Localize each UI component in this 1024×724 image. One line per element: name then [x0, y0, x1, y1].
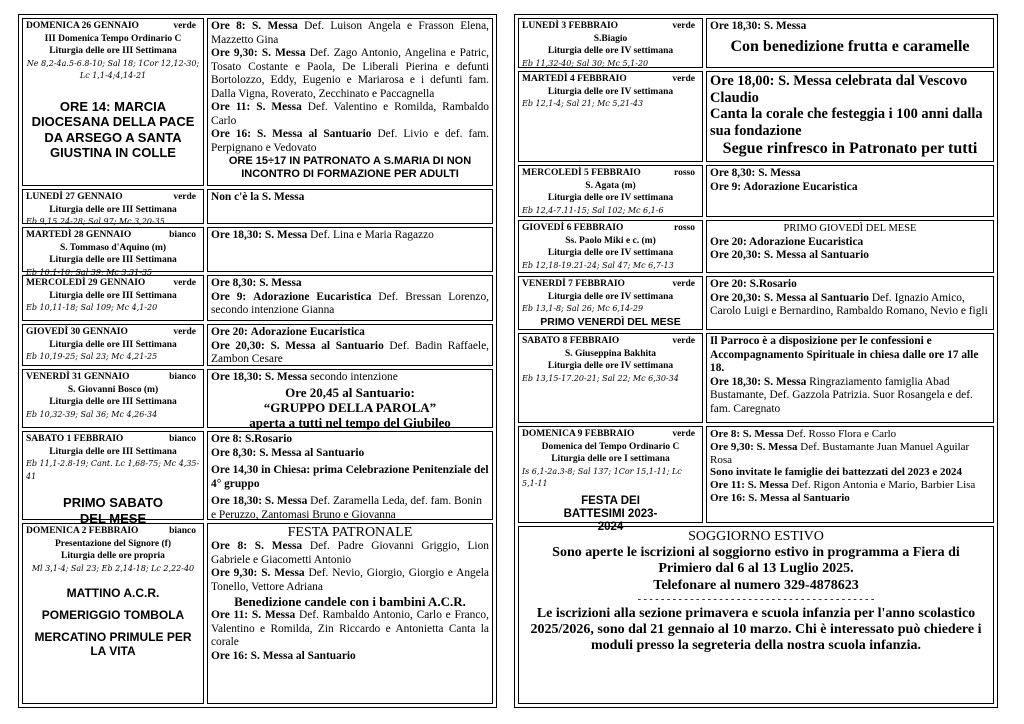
- events-cell-wed-5: [706, 165, 994, 217]
- text: Non c'è la S. Messa: [211, 191, 305, 203]
- text: Def. Lina e Maria Ragazzo: [310, 229, 434, 241]
- text: Benedizione candele con i bambini A.C.R.: [234, 594, 466, 609]
- text: S. Messa: [742, 428, 784, 440]
- right-column: [514, 14, 998, 708]
- soggiorno-title: SOGGIORNO ESTIVO: [688, 529, 824, 544]
- text: verde: [672, 21, 695, 31]
- event-line: [211, 101, 489, 128]
- text: S. Messa al Santuario: [748, 491, 850, 504]
- text: S. Messa al Santuario: [250, 649, 356, 662]
- text: S. Messa al Santuario: [256, 128, 372, 140]
- text: Ore 14,30 in Chiesa: prima Celebrazione Penitenziale del 4° gruppo: [211, 464, 489, 490]
- text: Sono invitate le famiglie dei battezzati del 2023 e 2024: [710, 466, 963, 479]
- text: Liturgia delle ore III Settimana: [49, 339, 177, 350]
- text: Ore 16:: [211, 128, 251, 140]
- text: MARTEDÌ 28 GENNAIO: [26, 230, 132, 240]
- text: MERCOLEDÌ 29 GENNAIO: [26, 278, 146, 288]
- event-line: [211, 495, 489, 522]
- text: Ore 20: S.Rosario: [710, 278, 797, 290]
- text: Ore 9:: [211, 290, 247, 303]
- day-cell-fri-31: [22, 369, 204, 428]
- event-line: [211, 540, 489, 567]
- text: S. Messa: [747, 479, 789, 492]
- text: Def. Rosso Flora e Carlo: [786, 428, 897, 440]
- text: Ore 20,45 al Santuario:: [285, 384, 415, 400]
- text: Eb 10,19-25; Sal 23; Mc 4,21-25: [26, 352, 158, 362]
- text: Presentazione del Signore (f): [54, 538, 171, 549]
- text: Ore 16:: [211, 649, 248, 662]
- text: S.Biagio: [593, 33, 628, 44]
- event-line: [710, 428, 990, 441]
- text: verde: [672, 336, 695, 346]
- text: Ore 20,30:: [710, 291, 762, 304]
- text: MERCATINO PRIMULE PER LA VITA: [34, 630, 192, 659]
- text: VENERDÌ 31 GENNAIO: [26, 372, 130, 382]
- day-cell-thu-30: [22, 324, 204, 366]
- text: Ore 9: Adorazione Eucaristica: [710, 180, 858, 193]
- text: Def. Ignazio Amico, Carolo Luigi e Bernardino, Rambaldo Romano, Nevio e figli: [710, 291, 988, 317]
- text: Liturgia delle ore III Settimana: [49, 290, 177, 301]
- text: VENERDÌ 7 FEBBRAIO: [522, 279, 625, 289]
- event-line: [710, 479, 990, 492]
- text: Domenica del Tempo Ordinario C: [541, 441, 680, 452]
- text: Ore 11:: [211, 101, 251, 113]
- text: S. Giuseppina Bakhita: [564, 348, 657, 359]
- text: Ore 18,30:: [211, 495, 263, 507]
- day-cell-tue-4: [518, 71, 703, 162]
- text: Ore 8:: [211, 20, 246, 32]
- text: verde: [672, 429, 695, 439]
- text: Def. Zago Antonio, Angelina e Patric, Tosato Costante e Paola, De Liberali Pierina e defunti Bortolozzo, Eddy, Eugenio e Mariarosa e i defunti fam. Dalla Vigna, Roverato, Zecchinato e Paccagnella: [211, 47, 489, 100]
- text: verde: [173, 192, 196, 202]
- events-cell-wed-29: [207, 275, 493, 321]
- text: S. Messa: [261, 47, 306, 59]
- text: Ore 18,30: S. Messa: [710, 20, 807, 32]
- text: verde: [173, 278, 196, 288]
- text: SABATO 8 FEBBRAIO: [522, 336, 620, 346]
- text: LUNEDÌ 27 GENNAIO: [26, 192, 123, 202]
- text: Eb 10,32-39; Sal 36; Mc 4,26-34: [26, 409, 158, 419]
- text: Ore 8: S.Rosario: [211, 433, 293, 445]
- event-line: [211, 291, 489, 318]
- text: Ore 8:: [710, 428, 741, 440]
- text: Def. Livio e def. fam. Perpignano e Vedovato: [211, 128, 489, 154]
- event-line: [211, 20, 489, 47]
- text: Eb 10,11-18; Sal 109; Mc 4,1-20: [26, 303, 158, 313]
- text: Ringraziamento famiglia Abad Bustamante, Def. Gazzola Patrizia. Suor Rosangela e def. fam. Caregnato: [710, 375, 973, 415]
- event-line: [710, 292, 990, 319]
- text: Ore 9,30:: [710, 440, 754, 453]
- text: Ore 8,30: S. Messa al Santuario: [211, 446, 365, 459]
- text: Ore 20:: [211, 326, 248, 338]
- text: Ore 8:: [211, 540, 248, 552]
- day-cell-sat-1: [22, 431, 204, 526]
- text: verde: [173, 21, 196, 31]
- text: verde: [672, 74, 695, 84]
- text: Ore 20,30: S. Messa al Santuario: [710, 249, 869, 261]
- day-note: FESTA DEI BATTESIMI 2023-2024: [563, 494, 658, 533]
- text: Def. Luison Angela e Frasson Elena, Mazzetto Gina: [211, 20, 489, 46]
- text: verde: [173, 327, 196, 337]
- events-cell-sun-26: [207, 18, 493, 186]
- text: Ml 3,1-4; Sal 23; Eb 2,14-18; Lc 2,22-40: [31, 563, 195, 573]
- text: GIOVEDÌ 6 FEBBRAIO: [522, 223, 624, 233]
- events-cell-fri-31: [207, 369, 493, 428]
- text: Telefonare al numero 329-4878623: [653, 578, 859, 593]
- day-cell-sun-2: [22, 523, 204, 704]
- text: Def. Nevio, Giorgio, Giorgio e Angela Tonello, Vettore Adriana: [211, 567, 489, 593]
- day-cell-mon-3: [518, 18, 703, 68]
- text: Eb 11,32-40; Sal 30; Mc 5,1-20: [522, 58, 649, 68]
- event-line: [211, 47, 489, 101]
- text: MERCOLEDÌ 5 FEBBRAIO: [522, 168, 641, 178]
- text: Def. Valentino e Romilda, Rambaldo Carlo: [211, 101, 490, 127]
- text: S. Messa: [264, 229, 308, 241]
- day-cell-fri-7: [518, 276, 703, 330]
- events-cell-thu-30: [207, 324, 493, 366]
- text: Liturgia delle ore IV settimana: [547, 248, 674, 259]
- text: Liturgia delle ore III Settimana: [49, 446, 177, 457]
- event-line: [710, 441, 990, 467]
- text: Segue rinfresco in Patronato per tutti: [722, 140, 978, 157]
- text: S. Giovanni Bosco (m): [67, 384, 159, 395]
- day-cell-thu-6: [518, 220, 703, 273]
- text: S. Messa: [256, 101, 302, 113]
- text: DOMENICA 26 GENNAIO: [26, 21, 139, 31]
- text: Con benedizione frutta e caramelle: [730, 37, 970, 55]
- text: S. Messa al Santuario: [270, 339, 384, 352]
- event-line: [211, 277, 489, 291]
- text: Ore 20,30:: [211, 339, 265, 352]
- text: S. Messa: [264, 495, 308, 507]
- text: GIOVEDÌ 30 GENNAIO: [26, 327, 128, 337]
- text: Eb 10,1-10; Sal 39; Mc 3,31-35: [26, 267, 153, 277]
- text: FESTA PATRONALE: [287, 525, 413, 540]
- text: Eb 11,1-2.8-19; Cant. Lc 1,68-75; Mc 4,35-41: [26, 459, 200, 481]
- event-line: [710, 492, 990, 505]
- text: secondo intenzione: [310, 371, 398, 383]
- event-line: [211, 326, 489, 340]
- text: Le iscrizioni alla sezione primavera e scuola infanzia per l'anno scolastico 2025/2026, sono dal 21 gennaio al 10 marzo. Chi è interessato può chiedere i moduli presso la segreteria della nostra scuola infanzia.: [530, 606, 982, 653]
- events-cell-sun-9: [706, 426, 994, 523]
- day-note: PRIMO VENERDÌ DEL MESE: [540, 315, 681, 328]
- text: Canta la corale che festeggia i 100 anni dalla sua fondazione: [710, 106, 983, 139]
- text: S. Messa: [254, 540, 303, 552]
- text: Liturgia delle ore IV settimana: [547, 291, 674, 302]
- text: bianco: [169, 230, 196, 240]
- text: Liturgia delle ore III Settimana: [49, 46, 177, 57]
- events-cell-sun-2: [207, 523, 493, 704]
- text: Eb 13,15-17.20-21; Sal 22; Mc 6,30-34: [522, 373, 679, 383]
- text: S. Messa: [261, 567, 305, 579]
- text: Def. Zaramella Leda, def. fam. Bonin e Peruzzo, Zantomasi Bruno e Giovanna: [211, 495, 482, 521]
- text: S. Messa al Santuario: [763, 291, 869, 304]
- text: Ne 8,2-4a.5-6.8-10; Sal 18; 1Cor 12,12-30; Lc 1,1-4;4,14-21: [26, 58, 200, 81]
- text: Liturgia delle ore III Settimana: [49, 204, 177, 215]
- events-cell-thu-6: [706, 220, 994, 273]
- text: Ore 18,30:: [211, 229, 263, 241]
- text: Eb 12,1-4; Sal 21; Mc 5,21-43: [522, 99, 644, 109]
- text: DOMENICA 9 FEBBRAIO: [522, 429, 635, 439]
- text: Ore 20: Adorazione Eucaristica: [710, 235, 864, 248]
- text: MARTEDÌ 4 FEBBRAIO: [522, 74, 627, 84]
- separator: - - - - - - - - - - - - - - - - - - - - - - - - - - - - - - - - - - - - - - - - -: [637, 594, 875, 605]
- day-cell-wed-29: [22, 275, 204, 321]
- day-cell-mon-27: [22, 189, 204, 227]
- text: rosso: [674, 168, 695, 178]
- text: PRIMO GIOVEDÌ DEL MESE: [783, 223, 917, 234]
- text: Ore 11:: [710, 479, 745, 492]
- day-cell-sun-26: [22, 18, 204, 186]
- text: S. Messa: [264, 371, 308, 383]
- text: Ore 18,00: S. Messa celebrata dal Vescovo Claudio: [710, 73, 968, 106]
- event-line: [710, 376, 990, 417]
- day-cell-sun-9: [518, 426, 703, 533]
- text: Def. Badin Raffaele, Zambon Cesare: [211, 339, 489, 365]
- events-cell-sat-1: [207, 431, 493, 520]
- text: Liturgia delle ore IV settimana: [547, 361, 674, 372]
- event-line: [211, 340, 489, 367]
- day-cell-tue-28: [22, 227, 204, 277]
- text: bianco: [169, 526, 196, 536]
- text: Sono aperte le iscrizioni al soggiorno estivo in programma a Fiera di Primiero dal 6 al 13 Luglio 2025.: [552, 545, 960, 576]
- text: Liturgia delle ore IV settimana: [547, 193, 674, 204]
- event-line: [211, 128, 489, 155]
- text: Il Parroco è a disposizione per le confessioni e Accompagnamento Spirituale in chiesa dalle ore 17 alle 18.: [710, 335, 979, 374]
- text: “GRUPPO DELLA PAROLA”: [263, 399, 437, 415]
- text: Eb 13,1-8; Sal 26; Mc 6,14-29: [522, 304, 644, 314]
- text: Liturgia delle ore propria: [61, 551, 165, 562]
- text: Eb 12,18-19.21-24; Sal 47; Mc 6,7-13: [522, 260, 674, 270]
- text: Ore 9,30:: [211, 47, 258, 59]
- text: Is 6,1-2a.3-8; Sal 137; 1Cor 15,1-11; Lc 5,1-11: [522, 466, 682, 489]
- events-cell-sat-8: [706, 333, 994, 423]
- text: Ss. Paolo Miki e c. (m): [565, 235, 656, 246]
- events-cell-mon-27: [207, 189, 493, 224]
- text: Liturgia delle ore IV settimana: [547, 46, 674, 57]
- text: Ore 18,30:: [710, 375, 762, 388]
- text: Eb 9,15.24-28; Sal 97; Mc 3,20-35: [26, 217, 165, 227]
- text: Liturgia delle ore III Settimana: [49, 397, 177, 408]
- text: Liturgia delle ore I settimana: [551, 454, 670, 465]
- text: Ore 8,30:: [211, 277, 257, 289]
- text: S. Messa: [251, 609, 296, 621]
- text: Def. Padre Giovanni Griggio, Lion Gabriele e Giacometti Antonio: [211, 540, 489, 566]
- text: bianco: [169, 372, 196, 382]
- text: Ore 16:: [710, 491, 746, 504]
- events-cell-tue-4: [706, 71, 994, 162]
- text: Adorazione Eucaristica: [253, 290, 372, 303]
- events-cell-tue-28: [207, 227, 493, 272]
- text: Ore 8,30: S. Messa: [710, 167, 801, 179]
- events-cell-fri-7: [706, 276, 994, 330]
- text: Adorazione Eucaristica: [250, 326, 365, 338]
- text: Liturgia delle ore III Settimana: [49, 255, 177, 266]
- text: S. Tommaso d'Aquino (m): [59, 242, 167, 253]
- events-cell-mon-3: [706, 18, 994, 68]
- text: Eb 12,4-7.11-15; Sal 102; Mc 6,1-6: [522, 205, 664, 215]
- left-column: [18, 14, 497, 708]
- event-line: [211, 650, 489, 664]
- text: LUNEDÌ 3 FEBBRAIO: [522, 21, 619, 31]
- text: S. Messa: [756, 440, 798, 453]
- text: Def. Bustamante Juan Manuel Aguilar Rosa: [710, 440, 970, 466]
- event-line: [211, 609, 489, 650]
- text: rosso: [674, 223, 695, 233]
- text: Ore 11:: [211, 609, 249, 621]
- day-note: PRIMO SABATO DEL MESE: [63, 495, 163, 526]
- text: Ore 18,30:: [211, 371, 263, 383]
- text: S. Messa: [251, 20, 298, 32]
- text: Def. Rigon Antonia e Mario, Barbier Lisa: [791, 479, 976, 492]
- day-cell-sat-8: [518, 333, 703, 423]
- text: Liturgia delle ore IV settimana: [547, 86, 674, 97]
- text: MATTINO A.C.R.: [66, 586, 160, 601]
- text: III Domenica Tempo Ordinario C: [44, 33, 182, 44]
- text: S. Messa: [259, 277, 302, 289]
- text: SABATO 1 FEBBRAIO: [26, 434, 124, 444]
- text: Def. Rambaldo Antonio, Carlo e Franco, Valentino e Romilda, Zin Riccardo e Antonietta Canta la corale: [211, 609, 489, 648]
- day-note: ORE 14: MARCIA DIOCESANA DELLA PACE DA ARSEGO A SANTA GIUSTINA IN COLLE: [31, 98, 195, 161]
- text: verde: [672, 279, 695, 289]
- text: aperta a tutti nel tempo del Giubileo: [249, 414, 451, 430]
- text: bianco: [169, 434, 196, 444]
- event-footer: ORE 15÷17 IN PATRONATO A S.MARIA DI NON INCONTRO DI FORMAZIONE PER ADULTI: [228, 155, 472, 180]
- text: S. Agata (m): [585, 180, 636, 191]
- text: Def. Bressan Lorenzo, secondo intenzione Gianna: [211, 290, 489, 316]
- soggiorno-box: [518, 526, 994, 704]
- event-line: [211, 229, 489, 243]
- event-line: [211, 567, 489, 594]
- day-cell-wed-5: [518, 165, 703, 217]
- text: POMERIGGIO TOMBOLA: [41, 608, 185, 623]
- text: DOMENICA 2 FEBBRAIO: [26, 526, 139, 536]
- text: Ore 9,30:: [211, 567, 258, 579]
- text: S. Messa: [763, 375, 807, 388]
- event-line: [211, 371, 489, 385]
